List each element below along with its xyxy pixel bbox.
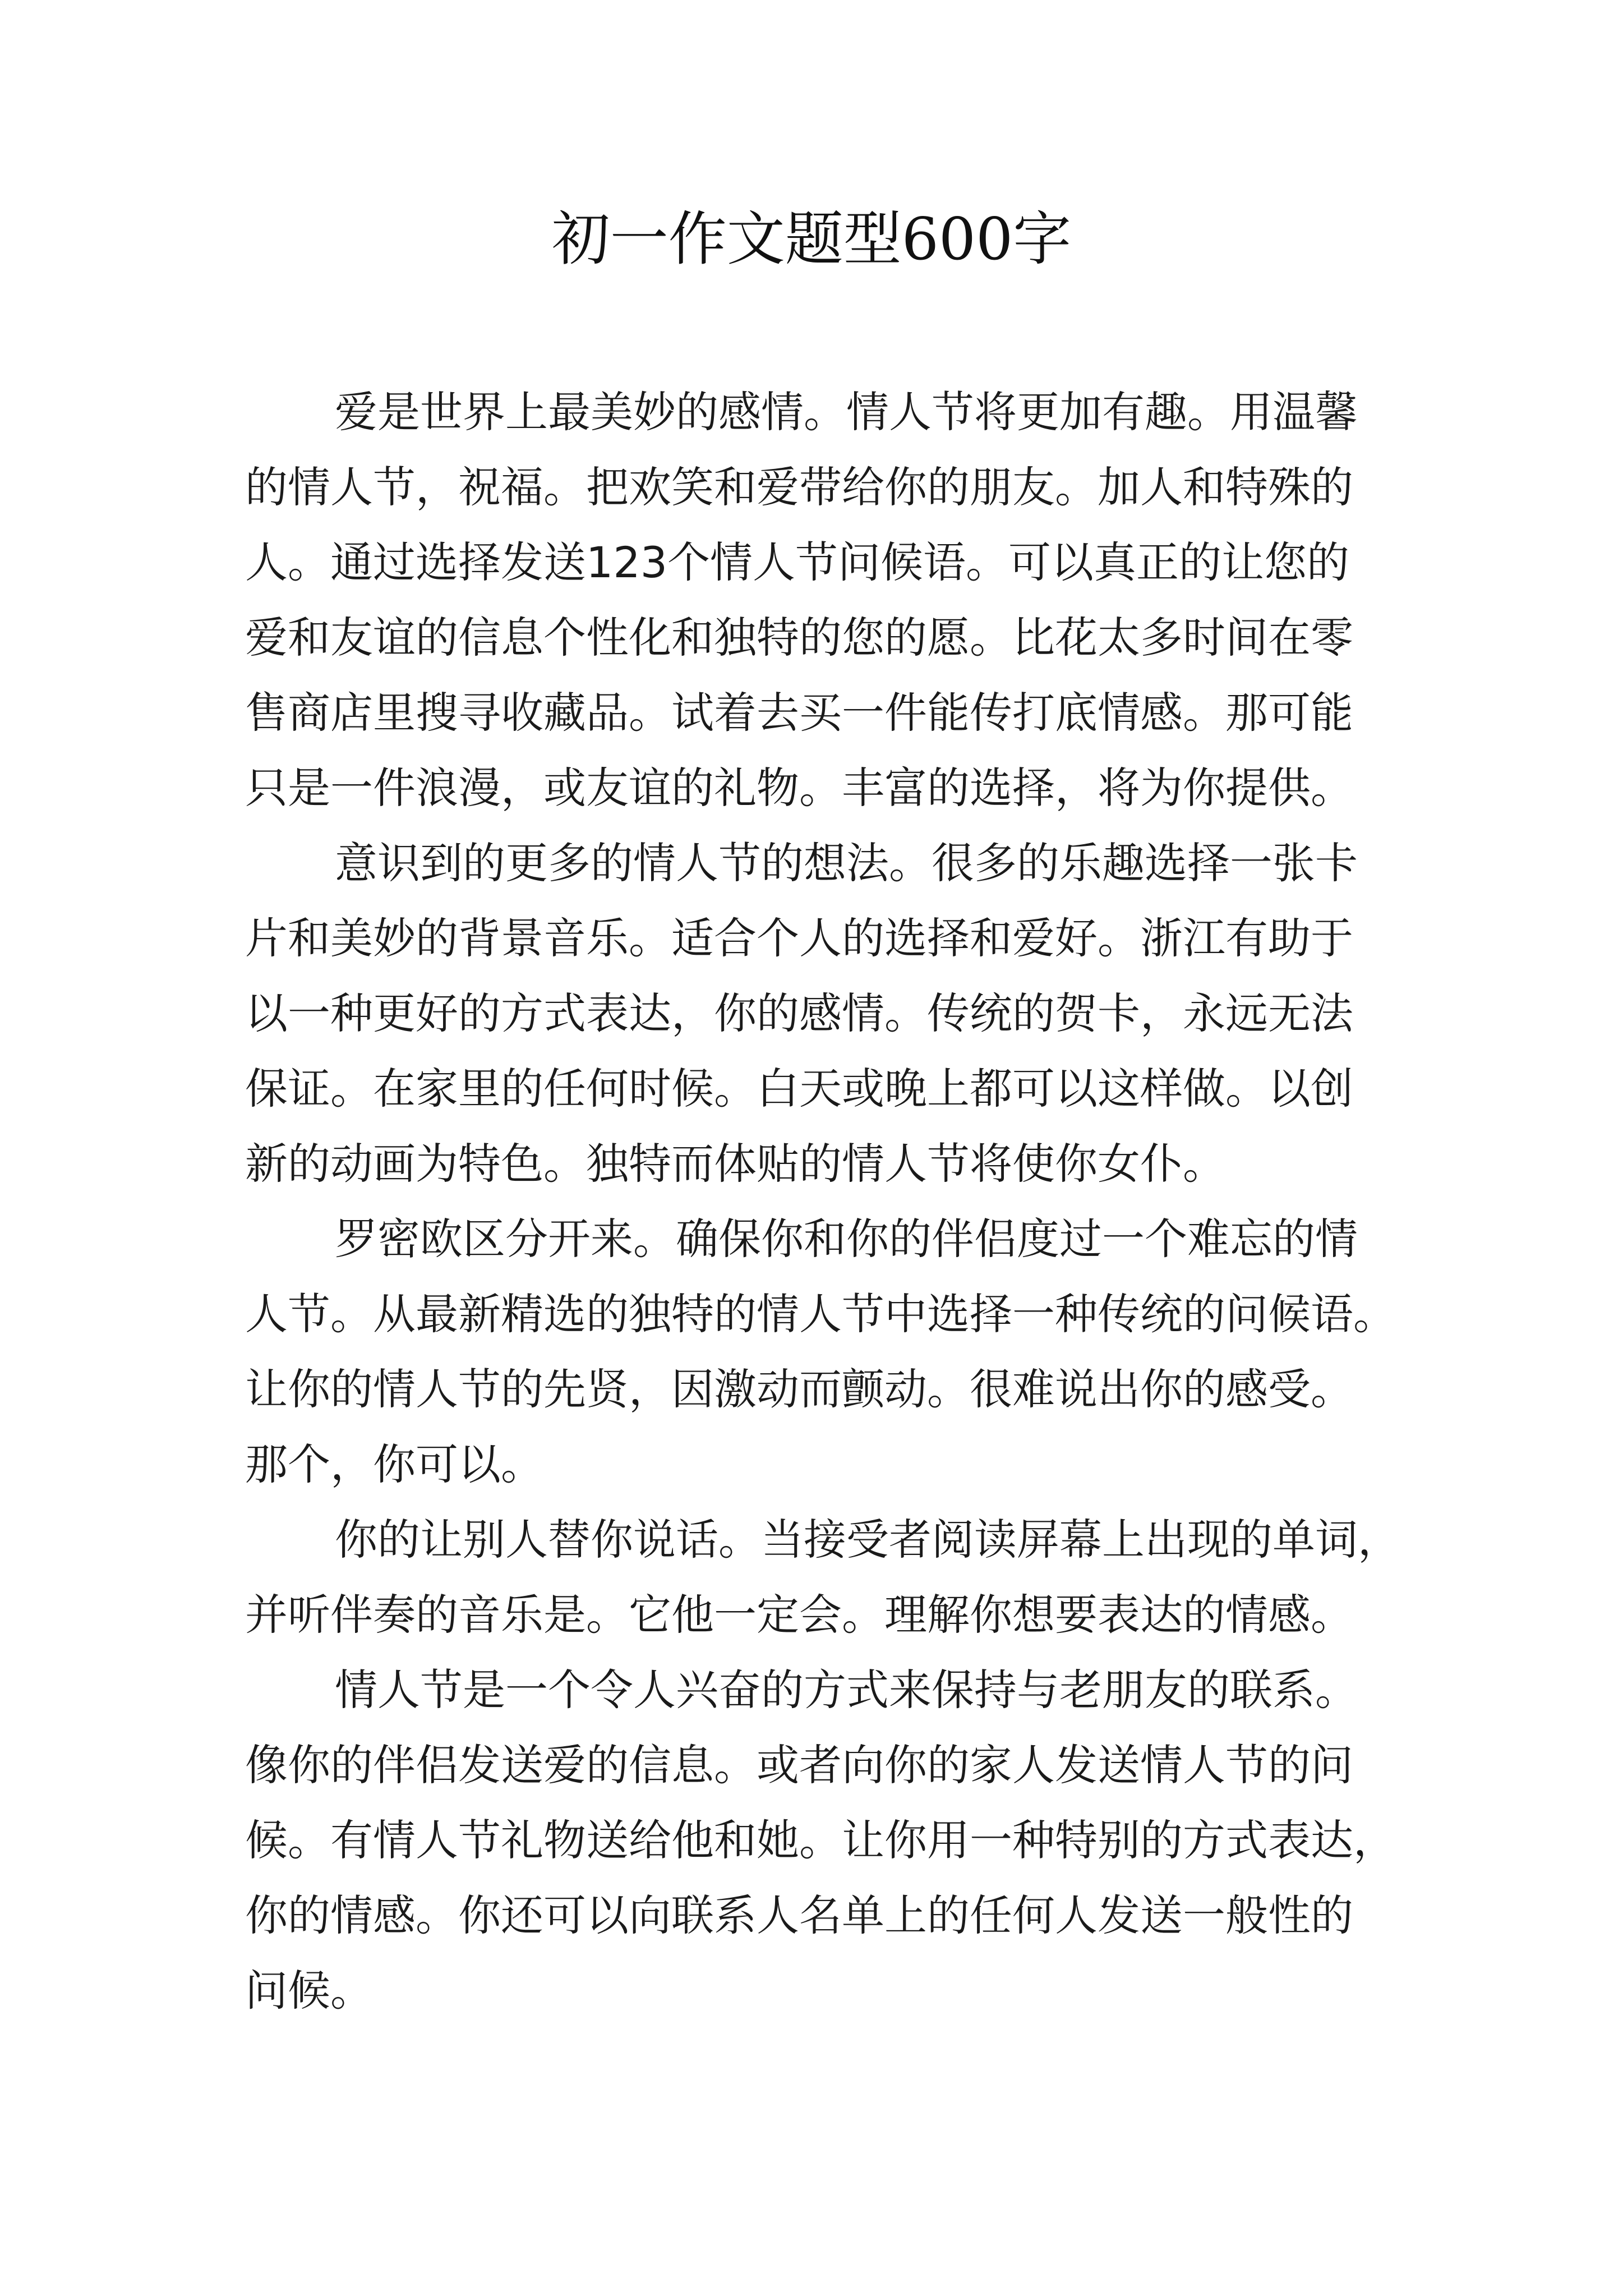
- text-line: 只是一件浪漫，或友谊的礼物。丰富的选择，将为你提供。: [245, 763, 1353, 813]
- paragraph: [245, 1653, 1412, 2028]
- text-line: 像你的伴侣发送爱的信息。或者向你的家人发送情人节的问: [245, 1740, 1353, 1790]
- paragraph: [245, 1202, 1412, 1502]
- text-line: 并听伴奏的音乐是。它他一定会。理解你想要表达的情感。: [245, 1590, 1353, 1640]
- text-line: 售商店里搜寻收藏品。试着去买一件能传打底情感。那可能: [245, 688, 1353, 738]
- text-line: 保证。在家里的任何时候。白天或晚上都可以这样做。以创: [245, 1064, 1353, 1114]
- paragraph: [245, 1502, 1412, 1653]
- text-line: 片和美妙的背景音乐。适合个人的选择和爱好。浙江有助于: [245, 913, 1353, 963]
- document-title: 初一作文题型600字: [551, 205, 1072, 273]
- text-line: 问候。: [245, 1966, 373, 2016]
- text-line: 意识到的更多的情人节的想法。很多的乐趣选择一张卡: [335, 838, 1358, 888]
- paragraph: [245, 375, 1412, 826]
- text-line: 让你的情人节的先贤，因激动而颤动。很难说出你的感受。: [245, 1364, 1353, 1414]
- text-line: 人节。从最新精选的独特的情人节中选择一种传统的问候语。: [245, 1289, 1396, 1339]
- text-line: 候。有情人节礼物送给他和她。让你用一种特别的方式表达，: [245, 1815, 1396, 1865]
- text-line: 的情人节，祝福。把欢笑和爱带给你的朋友。加人和特殊的: [245, 462, 1353, 512]
- text-line: 爱是世界上最美妙的感情。情人节将更加有趣。用温馨: [335, 387, 1358, 437]
- text-line: 情人节是一个令人兴奋的方式来保持与老朋友的联系。: [335, 1665, 1358, 1715]
- text-line: 你的情感。你还可以向联系人名单上的任何人发送一般性的: [245, 1890, 1353, 1940]
- document-body: [245, 375, 1412, 2028]
- text-line: 以一种更好的方式表达，你的感情。传统的贺卡，永远无法: [245, 988, 1353, 1038]
- text-line: 你的让别人替你说话。当接受者阅读屏幕上出现的单词，: [335, 1515, 1400, 1565]
- text-line: 新的动画为特色。独特而体贴的情人节将使你女仆。: [245, 1139, 1225, 1189]
- paragraph: [245, 826, 1412, 1202]
- text-line: 人。通过选择发送123个情人节问候语。可以真正的让您的: [245, 537, 1350, 587]
- text-line: 那个，你可以。: [245, 1439, 543, 1489]
- text-line: 爱和友谊的信息个性化和独特的您的愿。比花太多时间在零: [245, 613, 1353, 662]
- text-line: 罗密欧区分开来。确保你和你的伴侣度过一个难忘的情: [335, 1214, 1358, 1264]
